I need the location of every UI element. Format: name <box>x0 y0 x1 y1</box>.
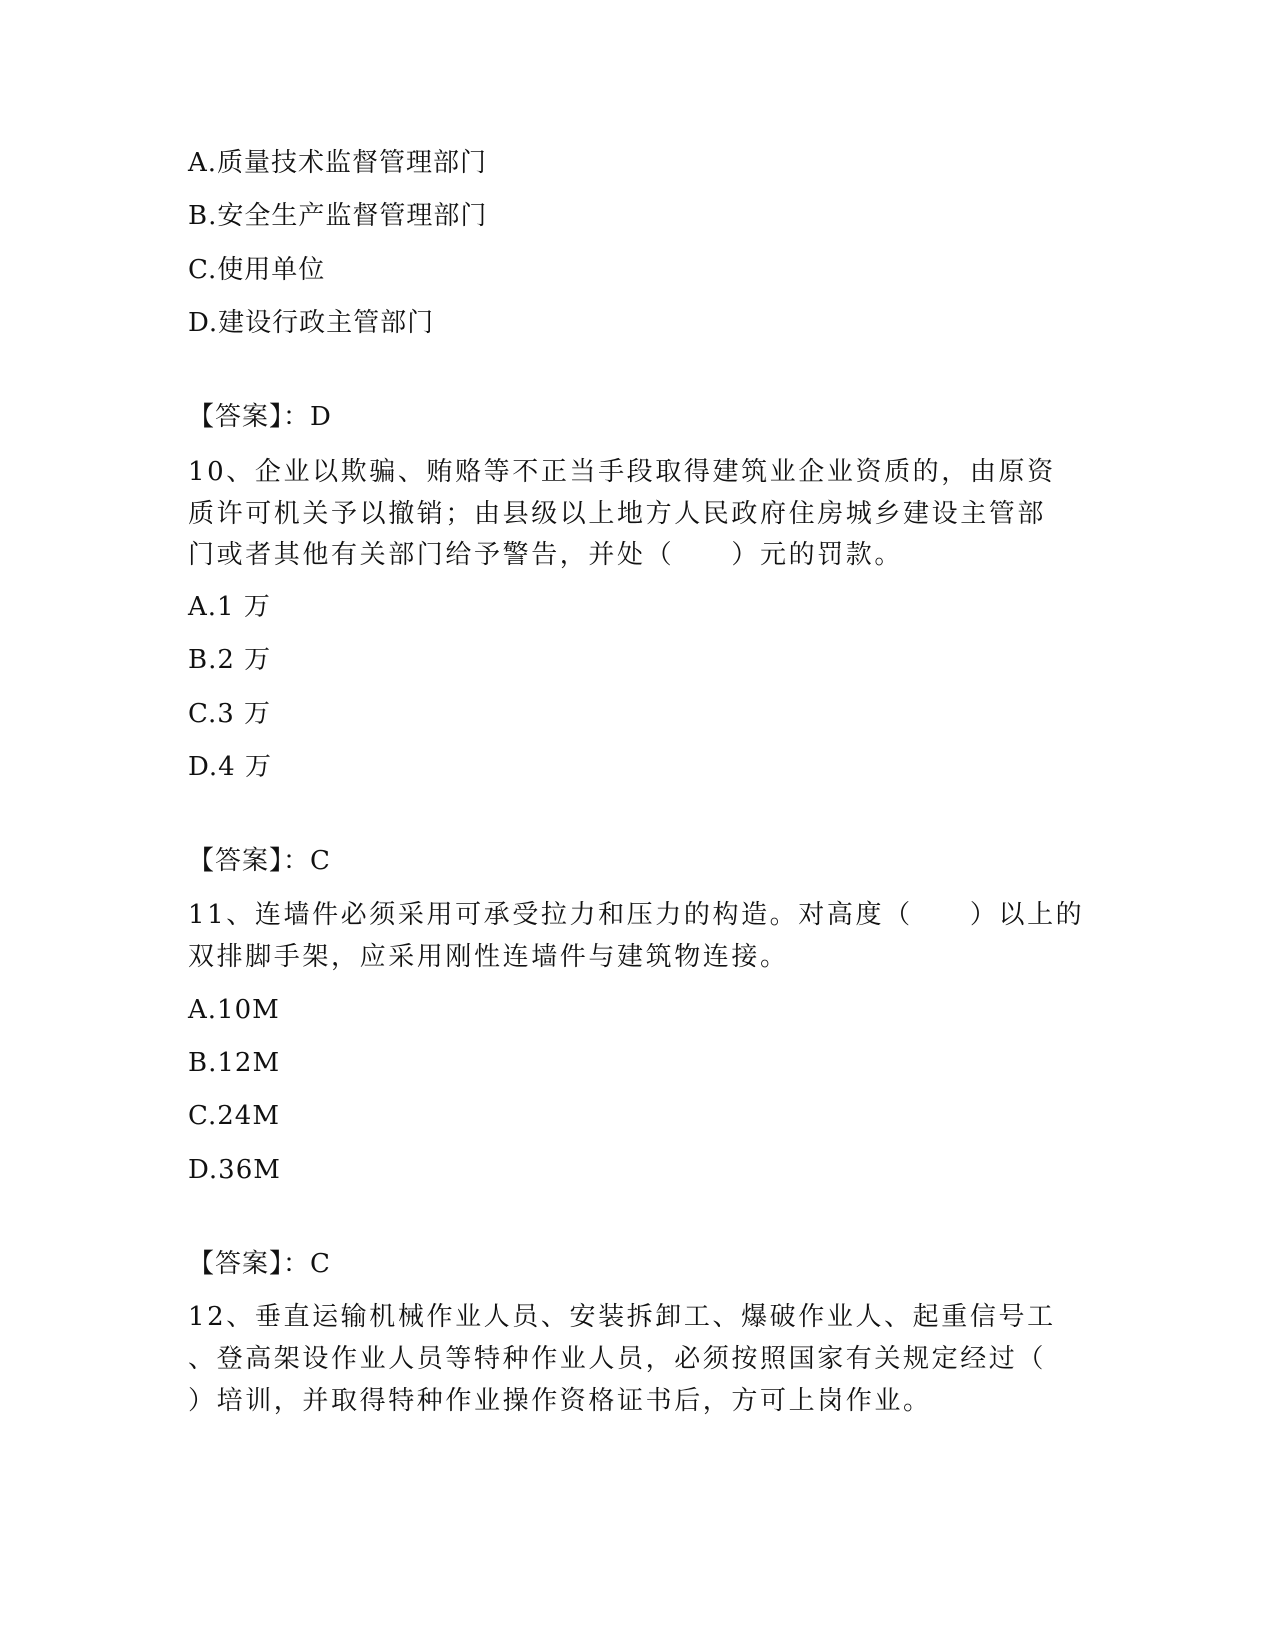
q11-option-b: B.12M <box>188 1048 281 1078</box>
q11-text-line-1: 11、连墙件必须采用可承受拉力和压力的构造。对高度（ ）以上的 <box>188 900 1085 930</box>
q11-text-line-2: 双排脚手架，应采用刚性连墙件与建筑物连接。 <box>188 942 789 972</box>
q10-option-a: A.1 万 <box>188 592 271 622</box>
q12-text-line-1: 12、垂直运输机械作业人员、安装拆卸工、爆破作业人、起重信号工 <box>188 1302 1056 1332</box>
q10-text-line-1: 10、企业以欺骗、贿赂等不正当手段取得建筑业企业资质的，由原资 <box>188 457 1056 487</box>
q10-option-c: C.3 万 <box>188 699 272 729</box>
q11-option-c: C.24M <box>188 1101 280 1131</box>
q12-text-line-3: ）培训，并取得特种作业操作资格证书后，方可上岗作业。 <box>188 1386 932 1416</box>
q10-text-line-3: 门或者其他有关部门给予警告，并处（ ）元的罚款。 <box>188 540 904 570</box>
q10-option-b: B.2 万 <box>188 645 272 675</box>
prev-answer: 【答案】：D <box>188 402 332 432</box>
q10-option-d: D.4 万 <box>188 752 272 782</box>
q11-answer: 【答案】：C <box>188 1249 331 1279</box>
q10-answer: 【答案】：C <box>188 846 331 876</box>
q12-text-line-2: 、登高架设作业人员等特种作业人员，必须按照国家有关规定经过（ <box>188 1344 1047 1374</box>
q10-text-line-2: 质许可机关予以撤销；由县级以上地方人民政府住房城乡建设主管部 <box>188 499 1047 529</box>
q11-option-d: D.36M <box>188 1155 281 1185</box>
q11-option-a: A.10M <box>188 995 280 1025</box>
prev-option-d: D.建设行政主管部门 <box>188 308 435 338</box>
prev-option-b: B.安全生产监督管理部门 <box>188 201 488 231</box>
prev-option-c: C.使用单位 <box>188 255 326 285</box>
prev-option-a: A.质量技术监督管理部门 <box>188 148 488 178</box>
